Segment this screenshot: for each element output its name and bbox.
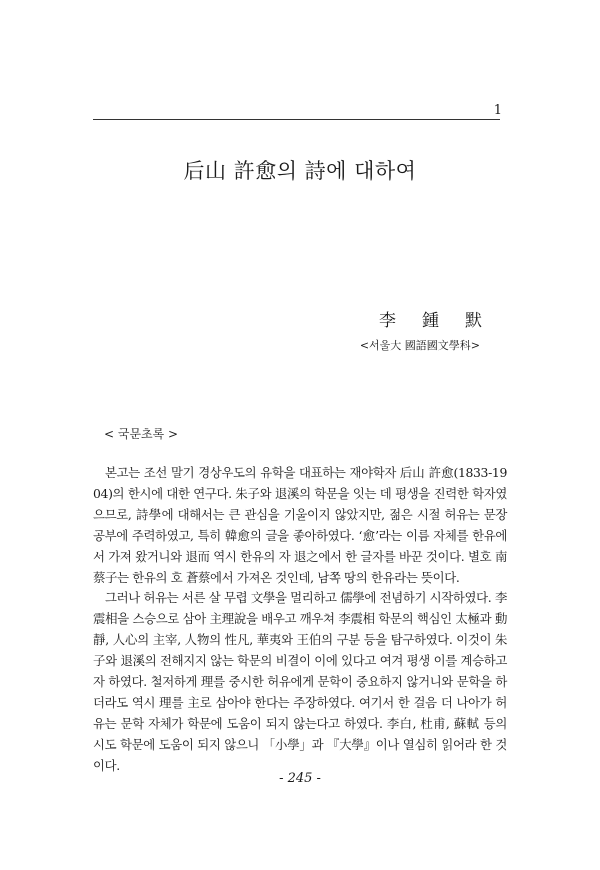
- article-title: 后山 許愈의 詩에 대하여: [183, 159, 417, 183]
- abstract-heading: < 국문초록 >: [104, 427, 179, 441]
- paragraph: 본고는 조선 말기 경상우도의 유학을 대표하는 재야학자 后山 許愈(1833-1904)의 한시에 대한 연구다. 朱子와 退溪의 학문을 잇는 데 평생을 진력한 학자였으므로, 詩學에 대해서는 큰 관심을 기울이지 않았지만, 젊은 시절 허유는 문장 공부에 주력하였고, 특히 韓愈의 글을 좋아하였다. ‘愈’라는 이름 자체를 한유에서 가져 왔거니와 退而 역시 한유의 자 退之에서 한 글자를 바꾼 것이다. 별호 南蔡子는 한유의 호 蒼蔡에서 가져온 것인데, 남쪽 땅의 한유라는 뜻이다.: [93, 465, 507, 585]
- header-rule: [93, 119, 500, 120]
- author-affiliation: <서울大 國語國文學科>: [359, 339, 480, 352]
- author-name: 李鍾默: [379, 311, 508, 331]
- running-header-page-label: 1: [493, 103, 502, 118]
- page-number: - 245 -: [279, 771, 321, 786]
- paragraph: 그러나 허유는 서른 살 무렵 文學을 멀리하고 儒學에 전념하기 시작하였다. 李震相을 스승으로 삼아 主理說을 배우고 깨우쳐 李震相 학문의 핵심인 太極과 動靜, 人心의 主宰, 人物의 性凡, 華夷와 王伯의 구분 등을 탐구하였다. 이것이 朱子와 退溪의 전해지지 않는 학문의 비결이 이에 있다고 여겨 평생 이를 계승하고자 하였다. 철저하게 理를 중시한 허유에게 문학이 중요하지 않거니와 문학을 하더라도 역시 理를 主로 삼아야 한다는 주장하였다. 여기서 한 걸음 더 나아가 허유는 문학 자체가 학문에 도움이 되지 않는다고 하였다. 李白, 杜甫, 蘇軾 등의 시도 학문에 도움이 되지 않으니 「小學」과 『大學』이나 열심히 읽어라 한 것이다.: [93, 590, 507, 773]
- abstract-body: [93, 463, 507, 777]
